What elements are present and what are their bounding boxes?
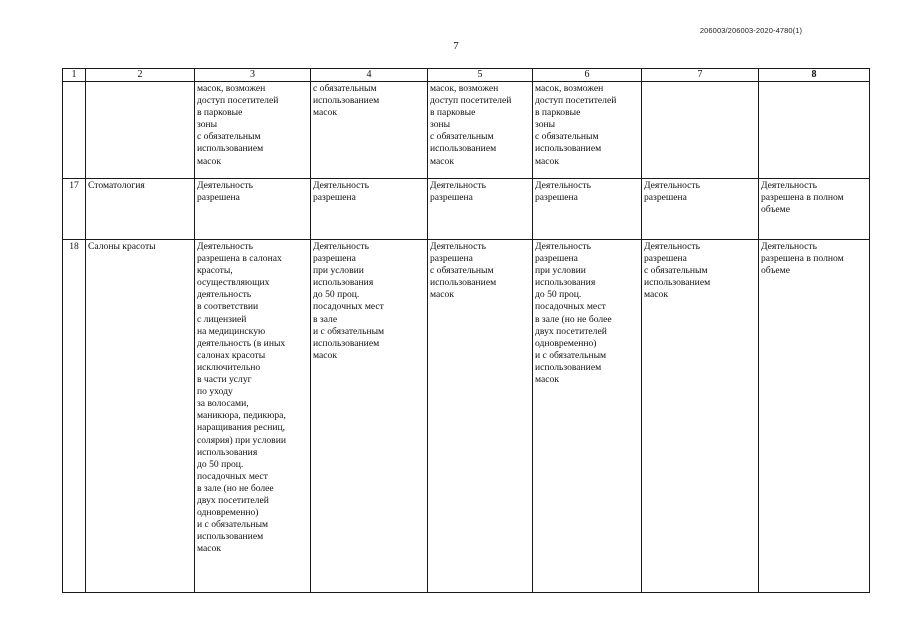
regulation-table (62, 68, 870, 593)
column-header: 5 (428, 69, 533, 82)
column-header: 2 (86, 69, 195, 82)
table-cell: Деятельность разрешена (428, 179, 533, 240)
table-cell: масок, возможен доступ посетителей в парковые зоны с обязательным использованием масок (533, 82, 642, 179)
table-cell: Деятельность разрешена при условии использования до 50 проц. посадочных мест в зале (но не более двух посетителей одновременно) и с обязательным использованием масок (533, 240, 642, 593)
table-cell: масок, возможен доступ посетителей в парковые зоны с обязательным использованием масок (195, 82, 311, 179)
column-header: 6 (533, 69, 642, 82)
column-header: 3 (195, 69, 311, 82)
table-cell: Деятельность разрешена в полном объеме (759, 179, 870, 240)
table-cell: масок, возможен доступ посетителей в парковые зоны с обязательным использованием масок (428, 82, 533, 179)
activity-name (86, 82, 195, 179)
table-cell: Деятельность разрешена в салонах красоты, осуществляющих деятельность в соответствии с лицензией на медицинскую деятельность (в иных салонах красоты исключительно в части услуг по уходу за волосами, маникюра, педикюра, наращивания ресниц, солярия) при условии использования до 50 проц. посадочных мест в зале (но не более двух посетителей одновременно) и с обязательным использованием масок (195, 240, 311, 593)
table-cell: Деятельность разрешена в полном объеме (759, 240, 870, 593)
table-row-continuation (63, 82, 870, 179)
column-header: 4 (311, 69, 428, 82)
table-cell: Деятельность разрешена с обязательным использованием масок (428, 240, 533, 593)
column-header: 8 (759, 69, 870, 82)
table-cell: Деятельность разрешена (195, 179, 311, 240)
row-number: 17 (63, 179, 86, 240)
table-row-dentistry (63, 179, 870, 240)
activity-name: Салоны красоты (86, 240, 195, 593)
row-number (63, 82, 86, 179)
table-row-beauty-salons (63, 240, 870, 593)
table-cell: Деятельность разрешена (311, 179, 428, 240)
table-cell: с обязательным использованием масок (311, 82, 428, 179)
table-cell: Деятельность разрешена с обязательным использованием масок (642, 240, 759, 593)
activity-name: Стоматология (86, 179, 195, 240)
row-number: 18 (63, 240, 86, 593)
table-cell: Деятельность разрешена (533, 179, 642, 240)
table-cell (642, 82, 759, 179)
table-cell (759, 82, 870, 179)
column-header: 7 (642, 69, 759, 82)
table-cell: Деятельность разрешена при условии использования до 50 проц. посадочных мест в зале и с обязательным использованием масок (311, 240, 428, 593)
column-header: 1 (63, 69, 86, 82)
table-cell: Деятельность разрешена (642, 179, 759, 240)
document-number: 206003/206003-2020-4780(1) (699, 26, 803, 35)
column-number-row (63, 69, 870, 82)
page-number: 7 (453, 40, 459, 52)
